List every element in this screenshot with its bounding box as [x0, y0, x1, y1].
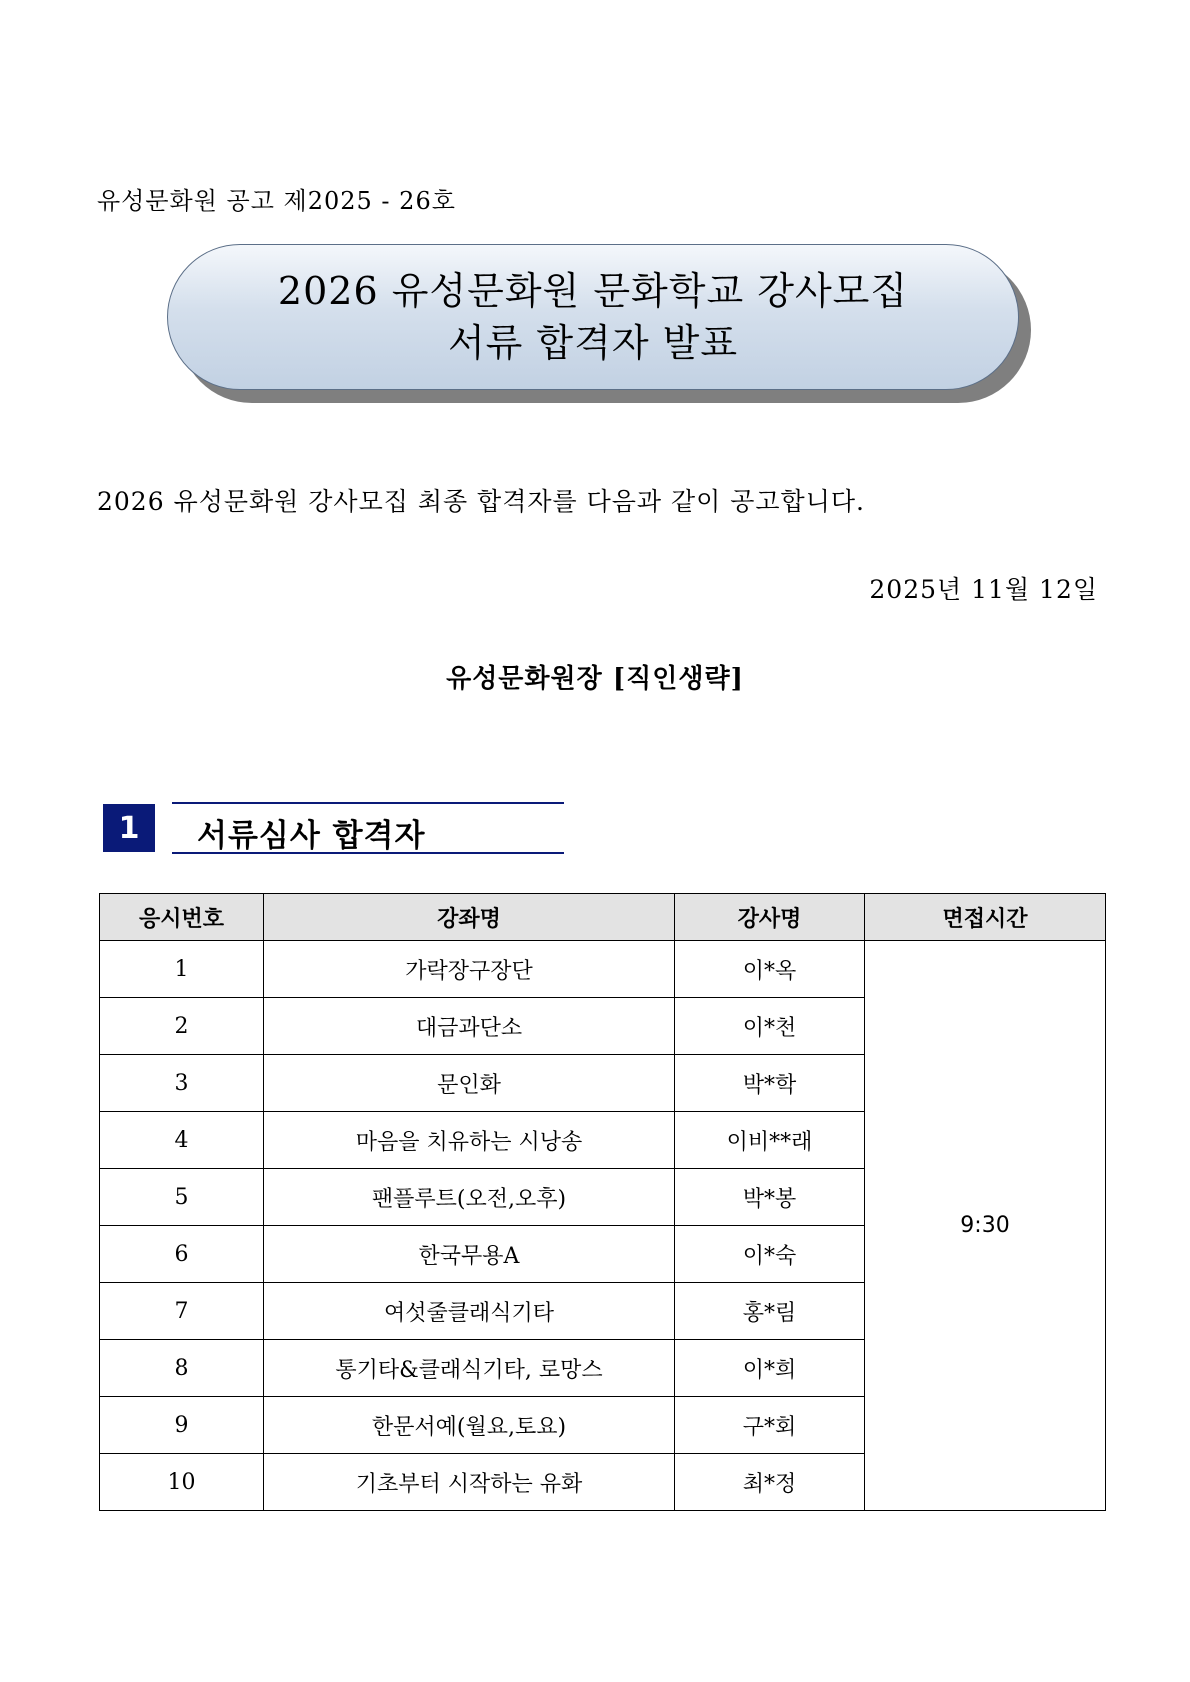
cell-application-number: 8 [100, 1340, 264, 1397]
cell-instructor-name: 이*옥 [675, 941, 865, 998]
cell-instructor-name: 이*희 [675, 1340, 865, 1397]
cell-course-name: 팬플루트(오전,오후) [264, 1169, 675, 1226]
title-line-2: 서류 합격자 발표 [447, 321, 739, 365]
results-table [99, 893, 1106, 1511]
title-line-1: 2026 유성문화원 문화학교 강사모집 [277, 269, 909, 313]
cell-instructor-name: 박*봉 [675, 1169, 865, 1226]
header-course-name: 강좌명 [264, 894, 675, 941]
table-header-row [100, 894, 1106, 941]
header-instructor-name: 강사명 [675, 894, 865, 941]
cell-course-name: 마음을 치유하는 시낭송 [264, 1112, 675, 1169]
section-number-badge: 1 [103, 804, 155, 852]
cell-application-number: 9 [100, 1397, 264, 1454]
cell-application-number: 1 [100, 941, 264, 998]
cell-application-number: 2 [100, 998, 264, 1055]
announcement-date: 2025년 11월 12일 [869, 575, 1098, 604]
notice-number: 유성문화원 공고 제2025 - 26호 [97, 187, 456, 215]
section-divider-top [172, 802, 564, 804]
cell-course-name: 문인화 [264, 1055, 675, 1112]
cell-instructor-name: 박*학 [675, 1055, 865, 1112]
title-box [167, 244, 1019, 390]
header-interview-time: 면접시간 [865, 894, 1106, 941]
cell-course-name: 여섯줄클래식기타 [264, 1283, 675, 1340]
cell-instructor-name: 이*숙 [675, 1226, 865, 1283]
cell-application-number: 6 [100, 1226, 264, 1283]
issuer: 유성문화원장 [직인생략] [446, 664, 744, 694]
cell-course-name: 한문서예(월요,토요) [264, 1397, 675, 1454]
cell-application-number: 4 [100, 1112, 264, 1169]
cell-application-number: 3 [100, 1055, 264, 1112]
cell-interview-time: 9:30 [865, 941, 1106, 1511]
cell-instructor-name: 최*정 [675, 1454, 865, 1511]
cell-course-name: 한국무용A [264, 1226, 675, 1283]
cell-application-number: 7 [100, 1283, 264, 1340]
cell-course-name: 통기타&클래식기타, 로망스 [264, 1340, 675, 1397]
cell-application-number: 5 [100, 1169, 264, 1226]
cell-instructor-name: 홍*림 [675, 1283, 865, 1340]
cell-course-name: 대금과단소 [264, 998, 675, 1055]
header-application-number: 응시번호 [100, 894, 264, 941]
cell-instructor-name: 이*천 [675, 998, 865, 1055]
cell-application-number: 10 [100, 1454, 264, 1511]
table-row [100, 941, 1106, 998]
cell-course-name: 가락장구장단 [264, 941, 675, 998]
cell-instructor-name: 구*회 [675, 1397, 865, 1454]
cell-course-name: 기초부터 시작하는 유화 [264, 1454, 675, 1511]
intro-text: 2026 유성문화원 강사모집 최종 합격자를 다음과 같이 공고합니다. [97, 487, 865, 516]
section-title: 서류심사 합격자 [197, 818, 426, 854]
cell-instructor-name: 이비**래 [675, 1112, 865, 1169]
